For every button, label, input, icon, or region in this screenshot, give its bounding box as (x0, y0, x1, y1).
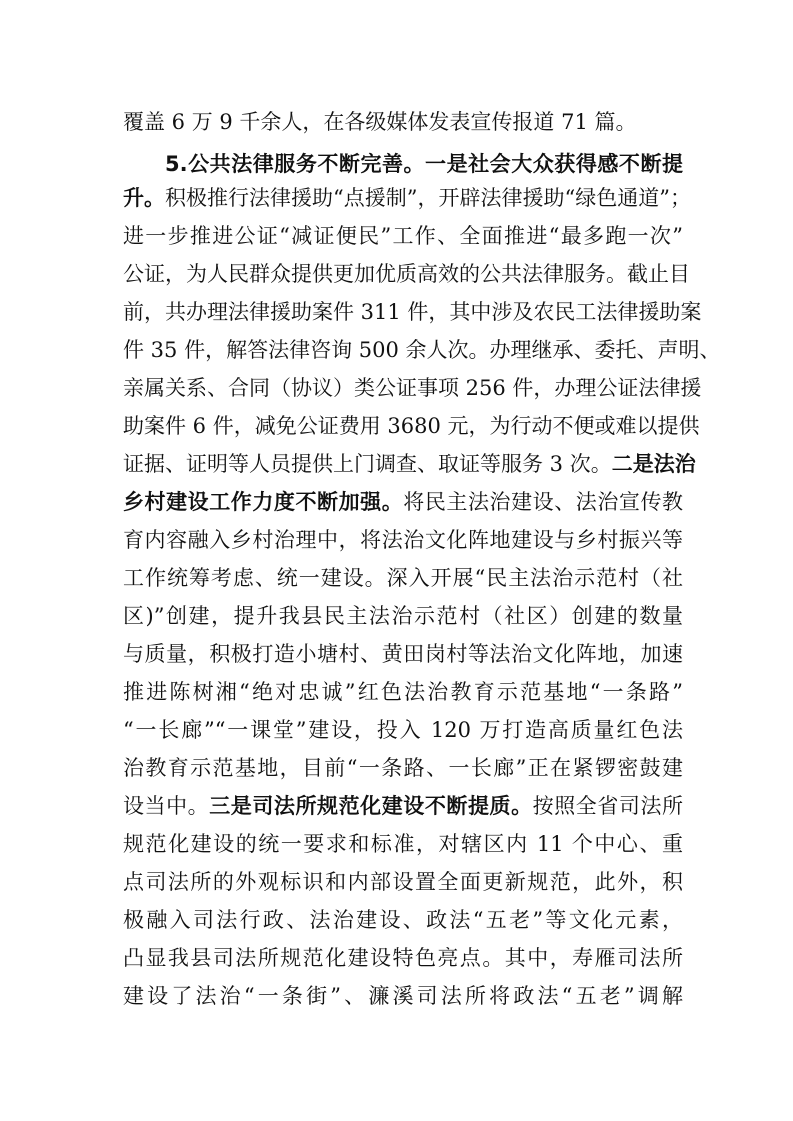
text-line (123, 257, 690, 291)
text-run: 工作统筹考虑、统一建设。深入开展“民主法治示范村（社 (123, 566, 683, 590)
text-run: 将民主法治建设、法治宣传教 (403, 490, 684, 514)
text-run: 治教育示范基地，目前“一条路、一长廊”正在紧锣密鼓建 (123, 756, 683, 780)
text-line (123, 333, 721, 367)
text-run: 育内容融入乡村治理中，将法治文化阵地建设与乡村振兴等 (123, 528, 683, 552)
text-line (123, 561, 683, 595)
text-line (123, 409, 700, 443)
text-line (123, 637, 683, 671)
text-run: 亲属关系、合同（协议）类公证事项 256 件，办理公证法律援 (123, 376, 702, 400)
section-heading: 5.公共法律服务不断完善。一是社会大众获得感不断提 (165, 152, 683, 176)
text-line (123, 371, 702, 405)
text-line (123, 599, 683, 633)
text-run: 推进陈树湘“绝对忠诚”红色法治教育示范基地“一条路” (123, 680, 683, 704)
text-run: 前，共办理法律援助案件 311 件，其中涉及农民工法律援助案 (123, 300, 702, 324)
bold-run: 乡村建设工作力度不断加强。 (123, 490, 404, 514)
text-run: 规范化建设的统一要求和标准，对辖区内 11 个中心、重 (123, 832, 683, 856)
text-run: 按照全省司法所 (532, 794, 684, 818)
text-line (123, 447, 696, 481)
text-line (123, 295, 702, 329)
text-run: 件 35 件，解答法律咨询 500 余人次。办理继承、委托、声明、 (123, 338, 721, 362)
text-run: 证据、证明等人员提供上门调查、取证等服务 3 次。 (123, 452, 612, 476)
text-run: 积极推行法律援助“点援制”，开辟法律援助“绿色通道”； (165, 186, 691, 210)
text-line (123, 903, 683, 937)
bold-run: 三是司法所规范化建设不断提质。 (209, 794, 533, 818)
text-run: “一长廊”“一课堂”建设，投入 120 万打造高质量红色法 (123, 718, 683, 742)
text-line (123, 979, 683, 1013)
text-run: 极融入司法行政、法治建设、政法“五老”等文化元素， (123, 908, 683, 932)
section-heading-line (165, 147, 683, 181)
text-line (123, 105, 683, 139)
text-run: 助案件 6 件，减免公证费用 3680 元，为行动不便或难以提供 (123, 414, 700, 438)
text-run: 凸显我县司法所规范化建设特色亮点。其中，寿雁司法所 (123, 946, 683, 970)
text-run: 点司法所的外观标识和内部设置全面更新规范，此外，积 (123, 870, 683, 894)
bold-run: 升。 (123, 186, 165, 210)
text-line (123, 941, 683, 975)
text-line (123, 751, 683, 785)
text-run: 设当中。 (123, 794, 210, 818)
text-run: 区)”创建，提升我县民主法治示范村（社区）创建的数量 (123, 604, 683, 628)
bold-run: 二是法治 (611, 452, 696, 476)
text-run: 进一步推进公证“减证便民”工作、全面推进“最多跑一次” (123, 224, 683, 248)
text-run: 公证，为人民群众提供更加优质高效的公共法律服务。截止目 (123, 262, 690, 286)
text-line (123, 865, 683, 899)
text-line (123, 523, 683, 557)
text-line (123, 485, 683, 519)
text-line (123, 827, 683, 861)
text-run: 与质量，积极打造小塘村、黄田岗村等法治文化阵地，加速 (123, 642, 683, 666)
text-line (123, 219, 683, 253)
text-line (123, 181, 691, 215)
text-line (123, 789, 683, 823)
text-run: 覆盖 6 万 9 千余人，在各级媒体发表宣传报道 71 篇。 (123, 110, 637, 134)
text-line (123, 675, 683, 709)
text-line (123, 713, 683, 747)
text-run: 建设了法治“一条街”、濂溪司法所将政法“五老”调解 (123, 984, 683, 1008)
